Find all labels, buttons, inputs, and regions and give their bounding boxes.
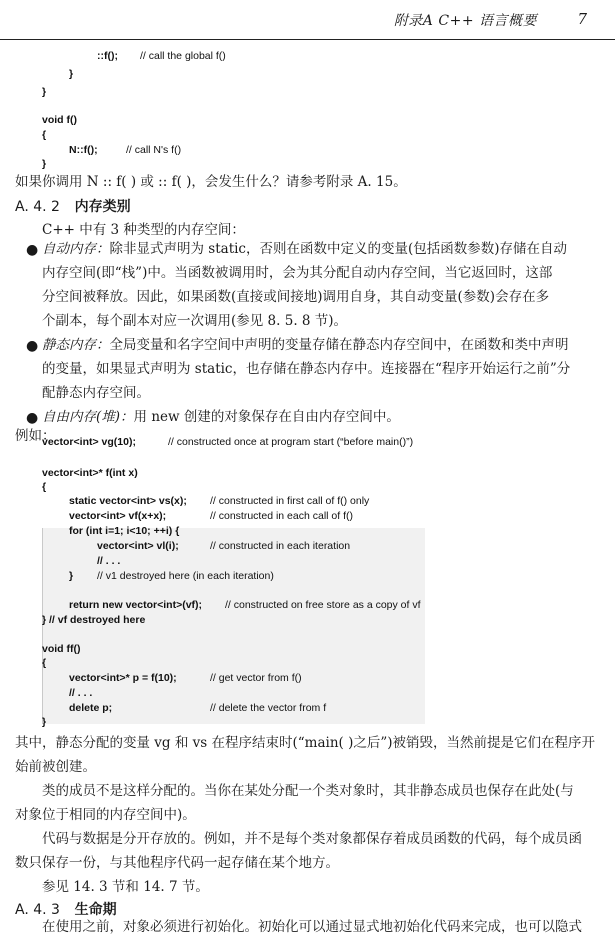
code-line: static vector<int> vs(x); (69, 495, 187, 507)
code-line: } // vf destroyed here (42, 614, 146, 626)
code-comment: // constructed in each call of f() (210, 510, 353, 522)
section-number: A. 4. 3 (15, 902, 60, 918)
paragraph-line: 始前被创建。 (15, 759, 96, 775)
code-line: return new vector<int>(vf); (69, 599, 203, 611)
paragraph: 例如： (15, 428, 56, 444)
code-line: vector<int> vf(x+x); (69, 510, 167, 522)
header-rule (0, 39, 615, 40)
code-line: } (69, 68, 74, 80)
bullet-icon: ● (26, 410, 39, 426)
paragraph: 如果你调用 N :: f( ) 或 :: f( )，会发生什么？请参考附录 A. 15。 (15, 174, 407, 190)
code-comment: // call the global f() (140, 50, 226, 62)
code-comment: // constructed on free store as a copy of vf (225, 599, 421, 611)
paragraph-line: 其中，静态分配的变量 vg 和 vs 在程序结束时(“main( )之后”)被销毁，当然前提是它们在程序开 (15, 735, 596, 751)
bullet-term: 自动内存： (42, 241, 110, 257)
code-line: } (42, 86, 47, 98)
list-item-line: 内存空间(即“栈”)中。当函数被调用时，会为其分配自动内存空间，当它返回时，这部 (42, 265, 553, 281)
code-line: } (42, 158, 47, 170)
list-item: 自由内存(堆)：用 new 创建的对象保存在自由内存空间中。 (42, 409, 400, 425)
list-item-line: 个副本，每个副本对应一次调用(参见 8. 5. 8 节)。 (42, 313, 348, 329)
code-comment: // constructed once at program start (“before main()”) (168, 436, 414, 448)
code-line: { (42, 481, 47, 493)
paragraph-line: 参见 14. 3 节和 14. 7 节。 (42, 879, 209, 895)
paragraph: C++ 中有 3 种类型的内存空间： (42, 222, 245, 238)
code-line: void f() (42, 114, 77, 126)
paragraph-line: 数只保存一份，与其他程序代码一起存储在某个地方。 (15, 855, 339, 871)
list-item: 静态内存：全局变量和名字空间中声明的变量存储在静态内存空间中，在函数和类中声明 (42, 337, 569, 353)
code-line: // . . . (69, 687, 93, 699)
code-line: for (int i=1; i<10; ++i) { (69, 525, 180, 537)
code-comment: // delete the vector from f (210, 702, 327, 714)
code-line: // . . . (97, 555, 121, 567)
code-line: { (42, 657, 47, 669)
code-line: vector<int>* f(int x) (42, 467, 138, 479)
code-comment: // get vector from f() (210, 672, 302, 684)
section-title: 内存类别 (74, 199, 131, 215)
code-line: delete p; (69, 702, 113, 714)
code-comment: // constructed in each iteration (210, 540, 351, 552)
code-line: { (42, 129, 47, 141)
paragraph-line: 代码与数据是分开存放的。例如，并不是每个类对象都保存着成员函数的代码，每个成员函 (42, 831, 582, 847)
code-comment: // constructed in first call of f() only (210, 495, 370, 507)
code-line: vector<int> vl(i); (97, 540, 179, 552)
bullet-term: 自由内存(堆)： (42, 409, 134, 425)
paragraph-line: 在使用之前，对象必须进行初始化。初始化可以通过显式地初始化代码来完成，也可以隐式 (42, 919, 582, 935)
page-number: 7 (577, 10, 587, 28)
paragraph-line: 对象位于相同的内存空间中)。 (15, 807, 196, 823)
section-heading (15, 196, 131, 216)
section-number: A. 4. 2 (15, 199, 60, 215)
list-item-line: 的变量，如果显式声明为 static，也存储在静态内存中。连接器在“程序开始运行之前”分 (42, 361, 571, 377)
running-title: 附录A C++ 语言概要 (393, 13, 537, 29)
list-item-line: 配静态内存空间。 (42, 385, 150, 401)
section-title: 生命期 (74, 902, 117, 918)
paragraph-line: 类的成员不是这样分配的。当你在某处分配一个类对象时，其非静态成员也保存在此处(与 (42, 783, 574, 799)
code-comment: // call N's f() (126, 144, 182, 156)
code-line: N::f(); (69, 144, 98, 156)
code-line: vector<int> vg(10); (42, 436, 136, 448)
code-line: ::f(); (97, 50, 118, 62)
page-header (0, 6, 615, 32)
bullet-icon: ● (26, 242, 39, 258)
list-item-line: 分空间被释放。因此，如果函数(直接或间接地)调用自身，其自动变量(参数)会存在多 (42, 289, 550, 305)
code-line: } (42, 716, 47, 728)
bullet-icon: ● (26, 338, 39, 354)
code-comment: // v1 destroyed here (in each iteration) (97, 570, 274, 582)
code-line: } (69, 570, 74, 582)
bullet-term: 静态内存： (42, 337, 110, 353)
code-line: vector<int>* p = f(10); (69, 672, 177, 684)
list-item: 自动内存：除非显式声明为 static，否则在函数中定义的变量(包括函数参数)存储在自动 (42, 241, 568, 257)
code-line: void ff() (42, 643, 81, 655)
